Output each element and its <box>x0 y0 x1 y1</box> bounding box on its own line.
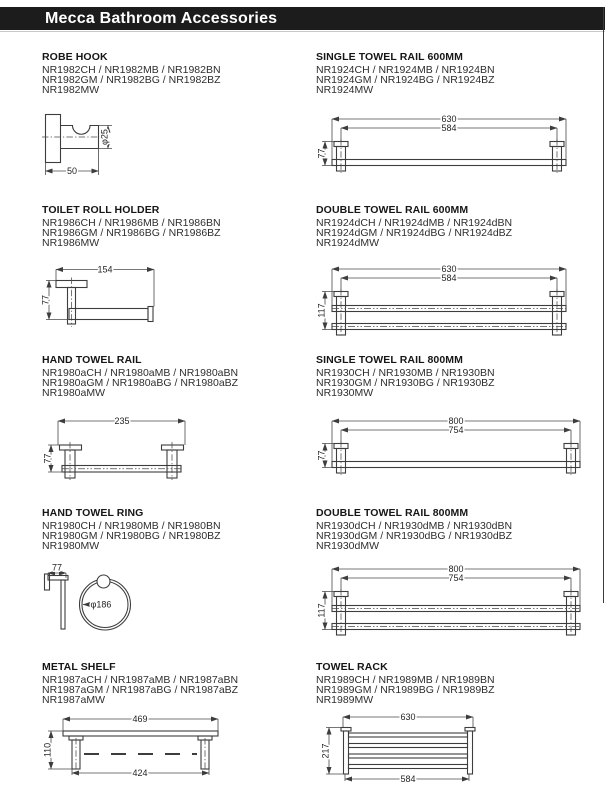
dim-height-label: 77 <box>42 453 53 464</box>
product-title: HAND TOWEL RING <box>42 507 144 519</box>
dim-height-label: 217 <box>320 743 331 759</box>
header-bar <box>0 7 605 30</box>
product-double-towel-rail-800 <box>316 508 598 639</box>
dim-inner-label: 584 <box>400 773 416 784</box>
double-towel-rail-800-drawing <box>316 563 586 639</box>
single-towel-rail-600-drawing <box>316 113 572 177</box>
dim-height-label: 117 <box>316 302 327 318</box>
product-hand-towel-rail <box>42 355 304 481</box>
product-codes-line: NR1924GM / NR1924BG / NR1924BZ <box>316 74 495 87</box>
dim-height-label: 110 <box>42 742 53 757</box>
dim-overall-label: 800 <box>448 415 464 426</box>
product-codes-line: NR1930GM / NR1930BG / NR1930BZ <box>316 377 495 390</box>
hand-towel-rail-drawing <box>42 415 197 481</box>
product-codes-line: NR1930dGM / NR1930dBG / NR1930dBZ <box>316 530 513 543</box>
product-codes-line: NR1930MW <box>316 387 374 400</box>
rack-bar <box>349 733 468 737</box>
product-codes-line: NR1987aCH / NR1987aMB / NR1987aBN <box>42 674 239 686</box>
dim-centers-label: 584 <box>441 122 457 133</box>
centerline <box>341 139 557 173</box>
product-codes-line: NR1924CH / NR1924MB / NR1924BN <box>316 64 495 76</box>
ring-side-profile <box>61 580 65 629</box>
product-toilet-roll-holder <box>42 205 304 332</box>
dim-height-label: 117 <box>316 602 327 618</box>
dim-centers-label: 584 <box>441 272 457 283</box>
hand-towel-ring-drawing <box>42 563 192 633</box>
post <box>344 731 349 774</box>
dim-height-label: 77 <box>316 148 327 159</box>
product-title: HAND TOWEL RAIL <box>42 354 142 366</box>
product-title: METAL SHELF <box>42 661 116 673</box>
dim-width-label: 235 <box>114 415 130 426</box>
product-codes-line: NR1986MW <box>42 237 100 250</box>
product-title: DOUBLE TOWEL RAIL 800MM <box>316 507 469 519</box>
product-codes-line: NR1989CH / NR1989MB / NR1989BN <box>316 674 495 686</box>
rail-bar <box>332 461 580 467</box>
product-single-towel-rail-600 <box>316 52 598 177</box>
product-title: ROBE HOOK <box>42 51 108 63</box>
dim-height-label: 77 <box>40 294 51 305</box>
product-codes-line: NR1989GM / NR1989BG / NR1989BZ <box>316 684 495 697</box>
product-title: TOWEL RACK <box>316 661 388 673</box>
product-title: SINGLE TOWEL RAIL 600MM <box>316 51 463 63</box>
centerline <box>70 442 172 480</box>
product-double-towel-rail-600 <box>316 205 598 339</box>
product-codes-line: NR1930CH / NR1930MB / NR1930BN <box>316 367 495 379</box>
dim-diameter-label: φ25 <box>99 128 110 145</box>
dim-depth-label: 77 <box>51 562 63 573</box>
product-single-towel-rail-800 <box>316 355 598 479</box>
product-towel-rack <box>316 662 598 786</box>
post-cap <box>162 445 184 450</box>
product-codes-line: NR1924dCH / NR1924dMB / NR1924dBN <box>316 217 513 229</box>
rail-bar <box>332 159 566 165</box>
product-title: DOUBLE TOWEL RAIL 600MM <box>316 204 469 216</box>
dim-centers-label: 754 <box>448 424 464 435</box>
dim-overall-label: 469 <box>132 713 148 724</box>
product-codes-line: NR1982MW <box>42 84 100 97</box>
product-title: SINGLE TOWEL RAIL 800MM <box>316 354 463 366</box>
dim-height-label: 77 <box>316 450 327 461</box>
product-codes-line: NR1980aMW <box>42 387 106 400</box>
double-towel-rail-600-drawing <box>316 263 572 339</box>
dim-overall-label: 630 <box>441 263 457 274</box>
product-title: TOILET ROLL HOLDER <box>42 204 160 216</box>
page-title: Mecca Bathroom Accessories <box>45 10 278 27</box>
product-codes-line: NR1980aCH / NR1980aMB / NR1980aBN <box>42 367 239 379</box>
dim-width-label: 50 <box>66 165 78 176</box>
product-codes-line: NR1989MW <box>316 694 374 707</box>
roll-arm <box>69 308 148 319</box>
dim-overall-label: 800 <box>448 563 464 574</box>
product-codes-line: NR1924dMW <box>316 237 380 250</box>
dim-diameter-label: φ186 <box>90 599 112 610</box>
towel-rack-drawing <box>316 708 476 786</box>
product-metal-shelf <box>42 662 304 777</box>
product-codes-line: NR1930dCH / NR1930dMB / NR1930dBN <box>316 520 513 532</box>
product-codes-line: NR1987aGM / NR1987aBG / NR1987aBZ <box>42 684 239 697</box>
mount-knob <box>97 575 110 588</box>
page-right-border <box>603 7 605 603</box>
post <box>468 731 473 774</box>
product-codes-line: NR1930dMW <box>316 540 380 553</box>
product-codes-line: NR1980MW <box>42 540 100 553</box>
product-hand-towel-ring <box>42 508 304 633</box>
wall-plate <box>45 574 50 590</box>
product-codes-line: NR1924dGM / NR1924dBG / NR1924dBZ <box>316 227 513 240</box>
product-codes-line: NR1980aGM / NR1980aBG / NR1980aBZ <box>42 377 239 390</box>
rack-bar <box>349 743 468 747</box>
product-codes-line: NR1924MW <box>316 84 374 97</box>
dim-overall-label: 630 <box>441 113 457 124</box>
metal-shelf-drawing <box>42 713 232 777</box>
product-codes-line: NR1986CH / NR1986MB / NR1986BN <box>42 217 221 229</box>
rack-bar <box>349 754 468 758</box>
mount-arm <box>48 575 68 580</box>
dim-overall-label: 630 <box>400 711 416 722</box>
product-codes-line: NR1987aMW <box>42 694 106 707</box>
product-codes-line: NR1982GM / NR1982BG / NR1982BZ <box>42 74 221 87</box>
toilet-roll-holder-drawing <box>42 264 160 332</box>
wall-plate <box>46 114 61 162</box>
single-towel-rail-800-drawing <box>316 415 586 479</box>
robe-hook-drawing <box>42 111 162 181</box>
post-cap <box>60 445 82 450</box>
dim-inner-label: 424 <box>132 767 148 778</box>
product-codes-line: NR1980CH / NR1980MB / NR1980BN <box>42 520 221 532</box>
centerline <box>341 441 571 475</box>
dim-width-label: 154 <box>97 264 113 275</box>
header-rule <box>0 31 605 33</box>
product-robe-hook <box>42 52 304 181</box>
rack-bar <box>349 764 468 768</box>
dim-centers-label: 754 <box>448 572 464 583</box>
product-codes-line: NR1980GM / NR1980BG / NR1980BZ <box>42 530 221 543</box>
shelf-top <box>63 731 218 736</box>
product-codes-line: NR1982CH / NR1982MB / NR1982BN <box>42 64 221 76</box>
product-codes-line: NR1986GM / NR1986BG / NR1986BZ <box>42 227 221 240</box>
arm-end-cap <box>148 306 153 321</box>
